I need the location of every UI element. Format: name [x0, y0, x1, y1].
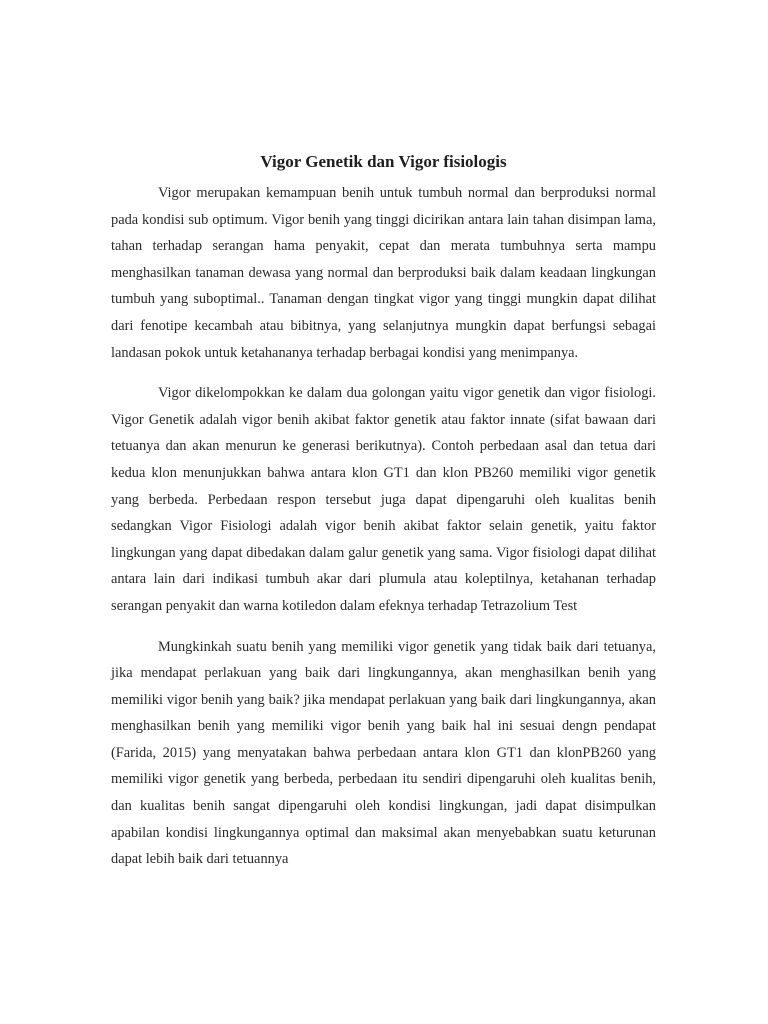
document-body	[111, 150, 656, 887]
document-title: Vigor Genetik dan Vigor fisiologis	[260, 152, 507, 171]
paragraph-vigor-definition: Vigor merupakan kemampuan benih untuk tumbuh normal dan berproduksi normal pada kondisi sub optimum. Vigor benih yang tinggi dicirikan antara lain tahan disimpan lama, tahan terhadap serangan hama penyakit, cepat dan merata tumbuhnya serta mampu menghasilkan tanaman dewasa yang normal dan berproduksi baik dalam keadaan lingkungan tumbuh yang suboptimal.. Tanaman dengan tingkat vigor yang tinggi mungkin dapat dilihat dari fenotipe kecambah atau bibitnya, yang selanjutnya mungkin dapat berfungsi sebagai landasan pokok untuk ketahananya terhadap berbagai kondisi yang menimpanya.	[111, 185, 656, 361]
paragraph-vigor-classification: Vigor dikelompokkan ke dalam dua golongan yaitu vigor genetik dan vigor fisiologi. Vigor Genetik adalah vigor benih akibat faktor genetik atau faktor innate (sifat bawaan dari tetuanya dan akan menurun ke generasi berikutnya). Contoh perbedaan asal dan tetua dari kedua klon menunjukkan bahwa antara klon GT1 dan klon PB260 memiliki vigor genetik yang berbeda. Perbedaan respon tersebut juga dapat dipengaruhi oleh kualitas benih sedangkan Vigor Fisiologi adalah vigor benih akibat faktor selain genetik, yaitu faktor lingkungan yang dapat dibedakan dalam galur genetik yang sama. Vigor fisiologi dapat dilihat antara lain dari indikasi tumbuh akar dari plumula atau koleptilnya, ketahanan terhadap serangan penyakit dan warna kotiledon dalam efeknya terhadap Tetrazolium Test	[111, 385, 656, 614]
paragraph-vigor-discussion: Mungkinkah suatu benih yang memiliki vigor genetik yang tidak baik dari tetuanya, jika mendapat perlakuan yang baik dari lingkungannya, akan menghasilkan benih yang memiliki vigor benih yang baik? jika mendapat perlakuan yang baik dari lingkungannya, akan menghasilkan benih yang memiliki vigor benih yang baik hal ini sesuai dengn pendapat (Farida, 2015) yang menyatakan bahwa perbedaan antara klon GT1 dan klonPB260 yang memiliki vigor genetik yang berbeda, perbedaan itu sendiri dipengaruhi oleh kualitas benih, dan kualitas benih sangat dipengaruhi oleh kondisi lingkungan, jadi dapat disimpulkan apabilan kondisi lingkungannya optimal dan maksimal akan menyebabkan suatu keturunan dapat lebih baik dari tetuannya	[111, 638, 656, 868]
